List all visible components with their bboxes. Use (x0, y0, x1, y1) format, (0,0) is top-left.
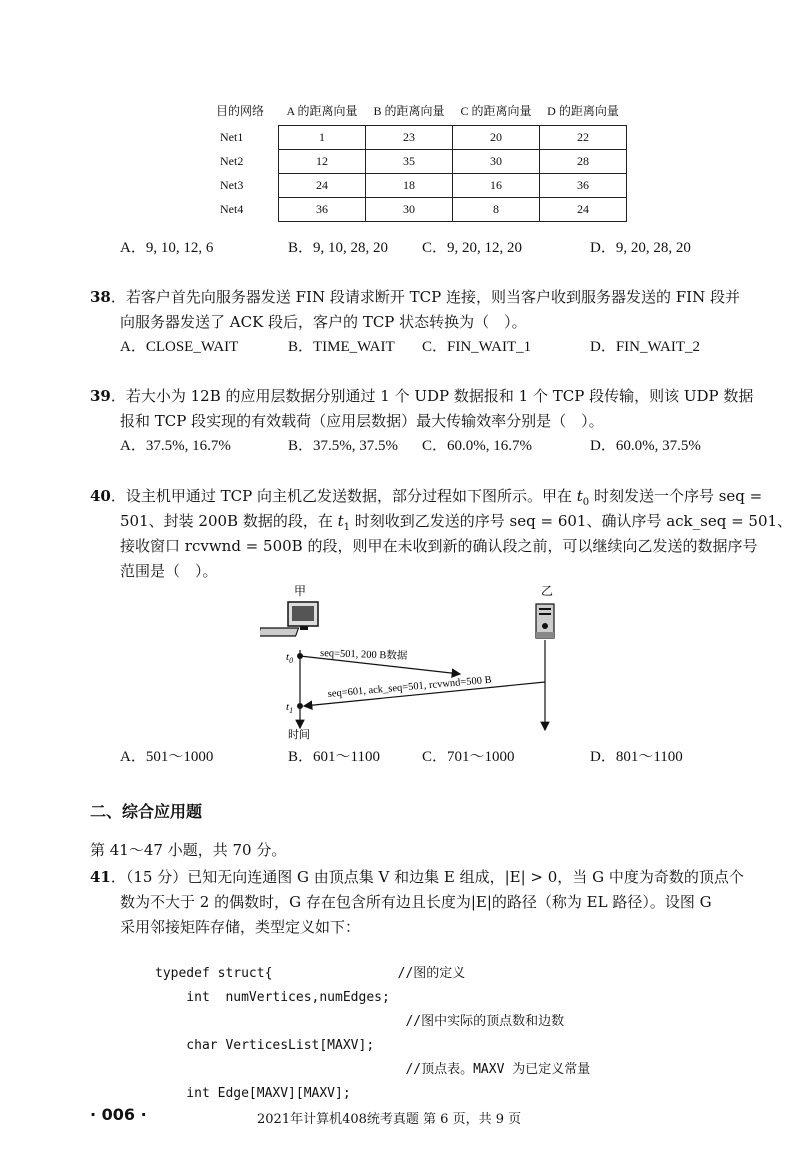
table-header-b: B 的距离向量 (373, 103, 445, 118)
time-label: 时间 (288, 728, 310, 740)
computer-icon (260, 602, 318, 636)
table-cell: 30 (366, 198, 453, 222)
table-row (216, 126, 627, 150)
table-cell: 8 (453, 198, 540, 222)
table-cell: 28 (540, 150, 627, 174)
q39-option-a: A．37.5%, 16.7% (120, 438, 231, 454)
table-cell: 30 (453, 150, 540, 174)
server-icon (536, 604, 554, 638)
row-label: Net1 (220, 130, 244, 144)
table-row (216, 150, 627, 174)
table-header-dest: 目的网络 (216, 103, 265, 118)
q41-line2: 数为不大于 2 的偶数时，G 存在包含所有边且长度为|E|的路径（称为 EL 路径）。设图 G (120, 893, 712, 911)
q38-line1 (90, 285, 740, 309)
q38-line2: 向服务器发送了 ACK 段后，客户的 TCP 状态转换为（ ）。 (120, 313, 527, 331)
q38-option-b: B．TIME_WAIT (288, 339, 395, 355)
q38-number: 38 (90, 288, 111, 306)
q40-option-d: D．801～1100 (590, 749, 683, 765)
section-subtitle: 第 41～47 小题，共 70 分。 (90, 841, 287, 859)
msg1-label: seq=501, 200 B数据 (319, 648, 408, 663)
q40-text-2a: 501、封装 200B 数据的段，在 (120, 512, 338, 530)
code-block (155, 938, 590, 1130)
table-cell: 1 (279, 126, 366, 150)
row-label: Net4 (220, 202, 244, 216)
page-footer: 2021年计算机408统考真题 第 6 页，共 9 页 (257, 1112, 522, 1127)
table-cell: 22 (540, 126, 627, 150)
q37-option-c: C．9, 20, 12, 20 (422, 240, 523, 256)
q40-t1: t (337, 512, 344, 530)
distance-vector-table (216, 101, 627, 222)
row-label: Net3 (220, 178, 244, 192)
q40-t1-sub: 1 (343, 522, 350, 533)
table-header-c: C 的距离向量 (460, 103, 532, 118)
q39-option-b: B．37.5%, 37.5% (288, 438, 398, 454)
code-line: int Edge[MAXV][MAXV]; (155, 1086, 351, 1101)
table-header-a: A 的距离向量 (286, 103, 358, 118)
q37-option-a: A．9, 10, 12, 6 (120, 240, 214, 256)
msg2-label: seq=601, ack_seq=501, rcvwnd=500 B (327, 674, 493, 700)
q37-option-b: B．9, 10, 28, 20 (288, 240, 389, 256)
q38-option-a: A．CLOSE_WAIT (120, 339, 239, 355)
q41-line1 (90, 865, 744, 889)
host-a-label: 甲 (294, 584, 307, 598)
table-header-row (216, 101, 627, 126)
q41-text-1: ．（15 分）已知无向连通图 G 由顶点集 V 和边集 E 组成，|E| > 0，当 G 中度为奇数的顶点个 (110, 868, 744, 886)
page-number: · 006 · (90, 1105, 147, 1124)
code-line: //图中实际的顶点数和边数 (155, 1014, 565, 1029)
q40-t0-sub: 0 (582, 497, 590, 508)
table-header-d: D 的距离向量 (547, 103, 619, 118)
q39-line2: 报和 TCP 段实现的有效载荷（应用层数据）最大传输效率分别是（ ）。 (120, 412, 604, 430)
q40-line3: 接收窗口 rcvwnd = 500B 的段，则甲在未收到新的确认段之前，可以继续向乙发送的数据序号 (120, 537, 758, 555)
q40-t0: t (576, 487, 583, 505)
table-cell: 20 (453, 126, 540, 150)
q38-option-d: D．FIN_WAIT_2 (590, 339, 700, 355)
table-row (216, 198, 627, 222)
table-cell: 24 (279, 174, 366, 198)
t1-point (297, 703, 303, 709)
q37-option-d: D．9, 20, 28, 20 (590, 240, 691, 256)
q38-text-1: ．若客户首先向服务器发送 FIN 段请求断开 TCP 连接，则当客户收到服务器发送的 FIN 段并 (110, 288, 740, 306)
q39-option-d: D．60.0%, 37.5% (590, 438, 701, 454)
table-cell: 24 (540, 198, 627, 222)
table-cell: 16 (453, 174, 540, 198)
q40-line4: 范围是（ ）。 (120, 562, 218, 580)
tcp-sequence-diagram (260, 580, 580, 740)
q40-option-c: C．701～1000 (422, 749, 515, 765)
code-line: char VerticesList[MAXV]; (155, 1038, 375, 1053)
t1-label: $t_1$ (286, 701, 294, 715)
q40-number: 40 (90, 487, 111, 505)
table-cell: 36 (279, 198, 366, 222)
table-cell: 36 (540, 174, 627, 198)
table-cell: 23 (366, 126, 453, 150)
q39-number: 39 (90, 387, 111, 405)
section-title: 二、综合应用题 (90, 802, 203, 821)
q41-number: 41 (90, 868, 111, 886)
t0-label: $t_0$ (286, 651, 294, 665)
row-label: Net2 (220, 154, 244, 168)
table-cell: 12 (279, 150, 366, 174)
table-cell: 18 (366, 174, 453, 198)
table-cell: 35 (366, 150, 453, 174)
q40-text-2b: 时刻收到乙发送的序号 seq = 601、确认序号 ack_seq = 501、 (350, 512, 793, 530)
q40-option-b: B．601～1100 (288, 749, 380, 765)
q39-option-c: C．60.0%, 16.7% (422, 438, 532, 454)
q40-text-1a: ．设主机甲通过 TCP 向主机乙发送数据，部分过程如下图所示。甲在 (110, 487, 577, 505)
code-line: typedef struct{ //图的定义 (155, 966, 466, 981)
q40-text-1b: 时刻发送一个序号 seq = (589, 487, 763, 505)
q40-option-a: A．501～1000 (120, 749, 214, 765)
table-row (216, 174, 627, 198)
host-b-label: 乙 (541, 584, 554, 598)
q39-line1 (90, 384, 753, 408)
q38-option-c: C．FIN_WAIT_1 (422, 339, 532, 355)
code-line: int numVertices,numEdges; (155, 990, 390, 1005)
q39-text-1: ．若大小为 12B 的应用层数据分别通过 1 个 UDP 数据报和 1 个 TCP 段传输，则该 UDP 数据 (110, 387, 754, 405)
code-line: //顶点表。MAXV 为已定义常量 (155, 1062, 591, 1077)
q41-line3: 采用邻接矩阵存储，类型定义如下： (120, 918, 361, 936)
